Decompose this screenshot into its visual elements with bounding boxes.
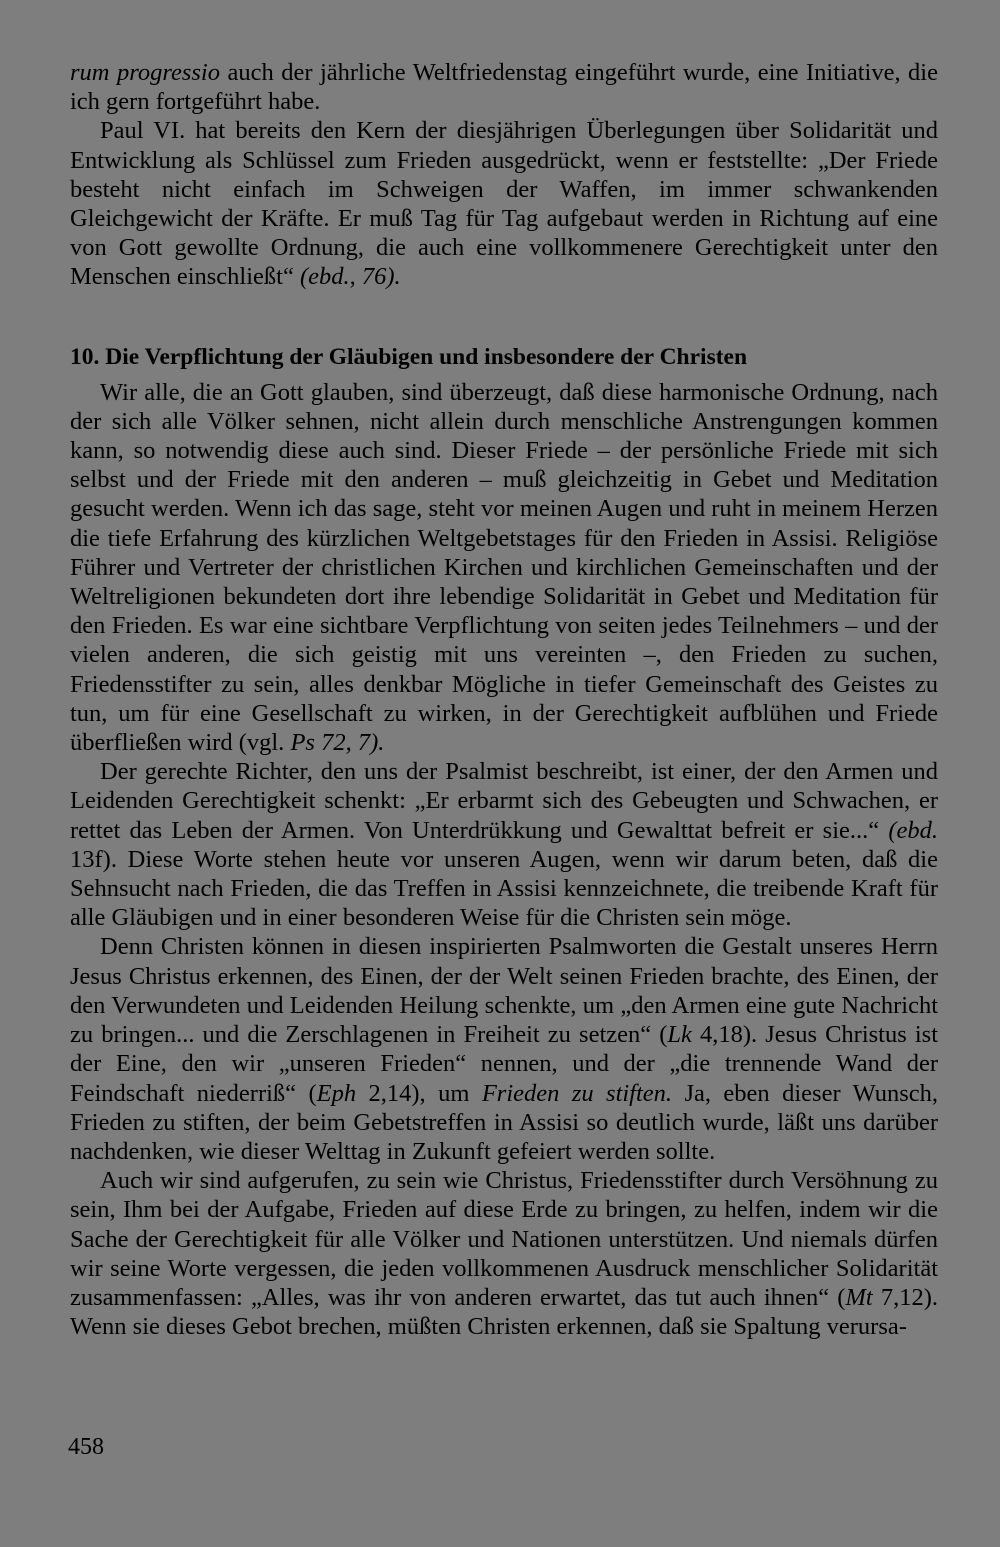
section-paragraph-2 — [70, 757, 938, 932]
section-paragraph-1 — [70, 378, 938, 758]
section-heading: 10. Die Verpflichtung der Gläubigen und insbesondere der Christen — [70, 343, 748, 370]
italic-text: rum progressio — [70, 59, 220, 86]
italic-citation: Ps 72, 7). — [290, 729, 385, 757]
intro-paragraph-2 — [70, 116, 938, 291]
body-text: 2,14), um — [356, 1079, 482, 1107]
body-text: auch der jährliche Weltfriedenstag eingeführt wurde, eine Initiative, die ich gern fortgeführt habe. — [70, 59, 938, 116]
body-text: 4,18). Jesus Christus ist der Eine, den wir „unseren Frieden“ nennen, und der „die trennende Wand der Feindschaft niederriß“ ( — [70, 1021, 939, 1107]
page-number: 458 — [68, 1434, 104, 1460]
section-paragraph-3 — [70, 932, 938, 1166]
body-text: Ja, eben dieser Wunsch, Frieden zu stiften, der beim Gebetstreffen in Assisi so deutlich wurde, läßt uns darüber nachdenken, wie dieser Welttag in Zukunft gefeiert werden sollte. — [70, 1079, 939, 1165]
intro-paragraph-1 — [70, 58, 938, 116]
italic-citation: Mt — [845, 1283, 873, 1311]
italic-citation: (ebd., 76). — [299, 263, 401, 291]
italic-phrase: Frieden zu stiften. — [481, 1079, 673, 1107]
body-text: Auch wir sind aufgerufen, zu sein wie Christus, Friedensstifter durch Versöhnung zu sein, Ihm bei der Aufgabe, Frieden auf diese Erde zu bringen, zu helfen, indem wir die Sache der Gerechtigkeit für alle Völker und Nationen unterstützen. Und niemals dürfen wir seine Worte vergessen, die jeden vollkommenen Ausdruck menschlicher Solidarität zusammenfassen: „Alles, was ihr von anderen erwartet, das tut auch ihnen“ ( — [70, 1167, 938, 1311]
italic-citation: Lk — [667, 1021, 692, 1049]
italic-citation: (ebd. — [888, 816, 938, 844]
body-text: Wir alle, die an Gott glauben, sind überzeugt, daß diese harmonische Ordnung, nach der sich alle Völker sehnen, nicht allein durch menschliche Anstrengungen kommen kann, so notwendig diese auch sind. Dieser Friede – der persönliche Friede mit sich selbst und der Friede mit den anderen – muß gleichzeitig in Gebet und Meditation gesucht werden. Wenn ich das sage, steht vor meinen Augen und ruht in meinem Herzen die tiefe Erfahrung des kürzlichen Weltgebetstages für den Frieden in Assisi. Religiöse Führer und Vertreter der christlichen Kirchen und kirchlichen Gemeinschaften und der Weltreligionen bekundeten dort ihre lebendige Solidarität in Gebet und Meditation für den Frieden. Es war eine sichtbare Verpflichtung von seiten jedes Teilnehmers – und der vielen anderen, die sich geistig mit uns vereinten –, den Frieden zu suchen, Friedensstifter zu sein, alles denkbar Mögliche in tiefer Gemeinschaft des Geistes zu tun, um für eine Gesellschaft zu wirken, in der Gerechtigkeit aufblühen und Friede überfließen wird (vgl. — [70, 378, 938, 757]
body-text: Der gerechte Richter, den uns der Psalmist beschreibt, ist einer, der den Armen und Leidenden Gerechtigkeit schenkt: „Er erbarmt sich des Gebeugten und Schwachen, er rettet das Leben der Armen. Von Unterdrükkung und Gewalttat befreit er sie...“ — [70, 758, 938, 844]
body-text: Denn Christen können in diesen inspirierten Psalmworten die Gestalt unseres Herrn Jesus Christus erkennen, des Einen, der der Welt seinen Frieden brachte, des Einen, der den Verwundeten und Leidenden Heilung schenkte, um „den Armen eine gute Nachricht zu bringen... und die Zerschlagenen in Freiheit zu setzen“ ( — [70, 933, 938, 1049]
page-body — [70, 58, 938, 1341]
body-text: Paul VI. hat bereits den Kern der diesjährigen Überlegungen über Solidarität und Entwicklung als Schlüssel zum Frieden ausgedrückt, wenn er feststellte: „Der Friede besteht nicht einfach im Schweigen der Waffen, im immer schwankenden Gleichgewicht der Kräfte. Er muß Tag für Tag aufgebaut werden in Richtung auf eine von Gott gewollte Ordnung, die auch eine vollkommenere Gerechtigkeit unter den Menschen einschließt“ — [70, 117, 938, 291]
section-paragraph-4 — [70, 1166, 938, 1341]
body-text: 13f). Diese Worte stehen heute vor unseren Augen, wenn wir darum beten, daß die Sehnsucht nach Frieden, die das Treffen in Assisi kennzeichnete, die treibende Kraft für alle Gläubigen und in einer besonderen Weise für die Christen sein möge. — [70, 845, 938, 932]
body-text: 7,12). Wenn sie dieses Gebot brechen, müßten Christen erkennen, daß sie Spaltung verursa- — [70, 1283, 938, 1341]
italic-citation: Eph — [316, 1079, 357, 1107]
